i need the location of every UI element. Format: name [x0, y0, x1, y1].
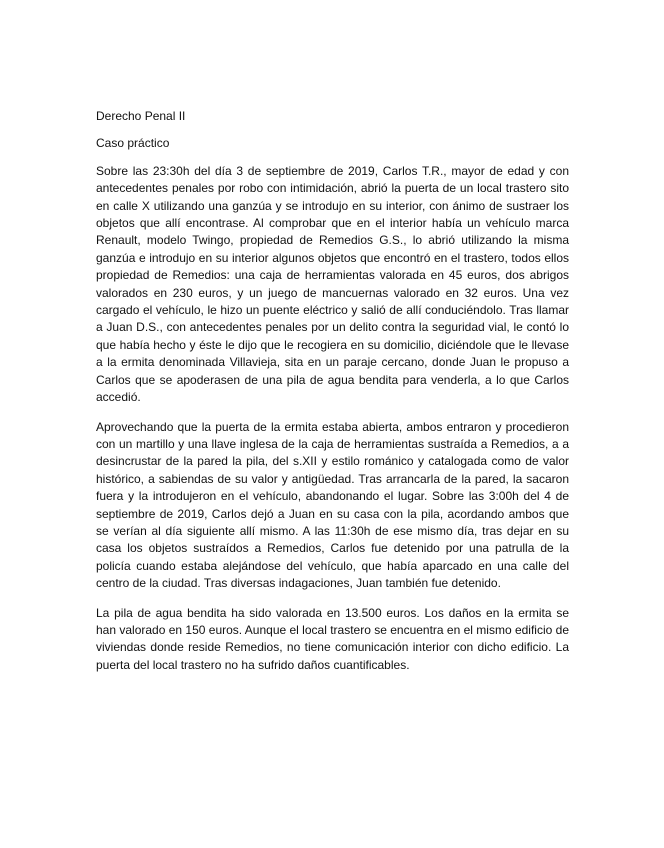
paragraph-1: Sobre las 23:30h del día 3 de septiembre de 2019, Carlos T.R., mayor de edad y con antecedentes penales por robo con intimidación, abrió la puerta de un local trastero sito en calle X utilizando una ganzúa y se introdujo en su interior, con ánimo de sustraer los objetos que allí encontrase. Al comprobar que en el interior había un vehículo marca Renault, modelo Twingo, propiedad de Remedios G.S., lo abrió utilizando la misma ganzúa e introdujo en su interior algunos objetos que encontró en el trastero, todos ellos propiedad de Remedios: una caja de herramientas valorada en 45 euros, dos abrigos valorados en 230 euros, y un juego de mancuernas valorado en 32 euros. Una vez cargado el vehículo, le hizo un puente eléctrico y salió de allí conduciéndolo. Tras llamar a Juan D.S., con antecedentes penales por un delito contra la seguridad vial, le contó lo que había hecho y éste le dijo que le recogiera en su domicilio, diciéndole que le llevase a la ermita denominada Villavieja, sita en un paraje cercano, donde Juan le propuso a Carlos que se apoderasen de una pila de agua bendita para venderla, a lo que Carlos accedió.	[96, 163, 569, 405]
document-title: Derecho Penal II	[96, 109, 186, 123]
paragraph-3: La pila de agua bendita ha sido valorada en 13.500 euros. Los daños en la ermita se han valorado en 150 euros. Aunque el local trastero se encuentra en el mismo edificio de viviendas donde reside Remedios, no tiene comunicación interior con dicho edificio. La puerta del local trastero no ha sufrido daños cuantificables.	[96, 605, 569, 672]
document-subtitle: Caso práctico	[96, 136, 170, 151]
document-body	[96, 108, 569, 686]
paragraph-2: Aprovechando que la puerta de la ermita estaba abierta, ambos entraron y procedieron con un martillo y una llave inglesa de la caja de herramientas sustraída a Remedios, a a desincrustar de la pared la pila, del s.XII y estilo románico y catalogada como de valor histórico, a sabiendas de su valor y antigüedad. Tras arrancarla de la pared, la sacaron fuera y la introdujeron en el vehículo, abandonando el lugar. Sobre las 3:00h del 4 de septiembre de 2019, Carlos dejó a Juan en su casa con la pila, acordando ambos que se verían al día siguiente allí mismo. A las 11:30h de ese mismo día, tras dejar en su casa los objetos sustraídos a Remedios, Carlos fue detenido por una patrulla de la policía cuando estaba alejándose del vehículo, que había aparcado en una calle del centro de la ciudad. Tras diversas indagaciones, Juan también fue detenido.	[96, 419, 569, 591]
